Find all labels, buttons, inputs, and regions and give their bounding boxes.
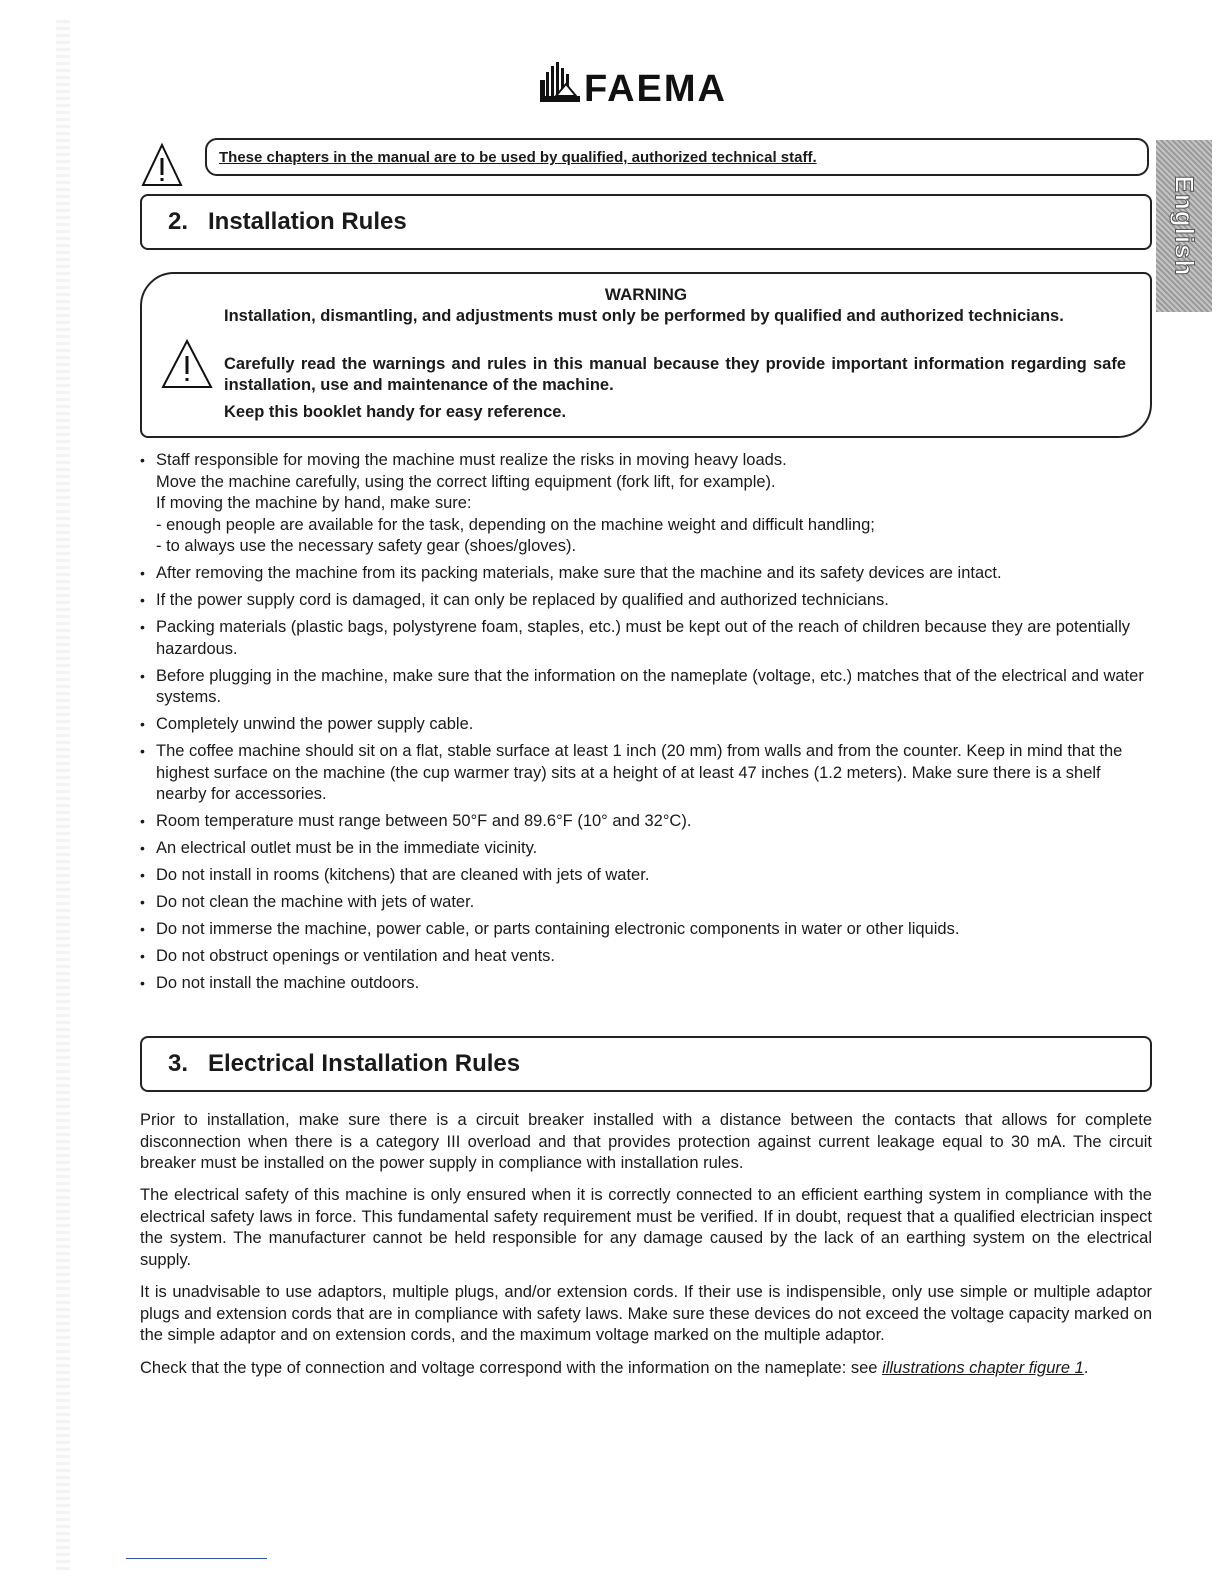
list-item: • Packing materials (plastic bags, polystyrene foam, staples, etc.) must be kept out of the reach of children because they are potentially hazardous. (140, 617, 1152, 660)
electrical-paragraph-3: It is unadvisable to use adaptors, multiple plugs, and/or extension cords. If their use is indispensible, only use simple or multiple adaptor plugs and extension cords that are in compliance with safety laws. Make sure these devices do not exceed the voltage capacity marked on the simple adaptor and on extension cords, and the maximum voltage marked on the multiple adaptor. (140, 1283, 1152, 1344)
list-item: • Before plugging in the machine, make sure that the information on the nameplate (voltage, etc.) matches that of the electrical and water systems. (140, 666, 1152, 709)
footnote-rule (126, 1558, 267, 1559)
nameplate-check-paragraph: Check that the type of connection and voltage correspond with the information on the nameplate: see illustrations chapter figure 1. (140, 1359, 1089, 1377)
section-installation-rules (140, 194, 1152, 250)
warning-title: WARNING (604, 285, 688, 304)
faema-logo (536, 58, 768, 114)
warning-line-3: Keep this booklet handy for easy reference. (224, 403, 567, 421)
cathedral-logo-icon (536, 58, 584, 108)
section-title: 3. Electrical Installation Rules (168, 1050, 521, 1077)
electrical-paragraph-2: The electrical safety of this machine is only ensured when it is correctly connected to an efficient earthing system in compliance with the electrical safety laws in force. This fundamental safety requirement must be verified. If in doubt, request that a qualified electrician inspect the system. The manufacturer cannot be held responsible for any damage caused by the lack of an earthing system on the electrical supply. (140, 1186, 1152, 1269)
scan-edge (56, 20, 70, 1570)
list-item: • Do not install in rooms (kitchens) that are cleaned with jets of water. (140, 865, 1152, 887)
brand-name: FAEMA (584, 68, 727, 110)
list-item: • The coffee machine should sit on a flat, stable surface at least 1 inch (20 mm) from walls and from the counter. Keep in mind that the highest surface on the machine (the cup warmer tray) sits at a height of at least 47 inches (1.2 meters). Make sure there is a shelf nearby for accessories. (140, 741, 1152, 806)
warning-triangle-icon (160, 338, 214, 390)
illustrations-link[interactable]: illustrations chapter figure 1 (882, 1359, 1084, 1377)
list-item: • If the power supply cord is damaged, it can only be replaced by qualified and authorized technicians. (140, 590, 1152, 612)
section-electrical-installation-rules (140, 1036, 1152, 1092)
language-tab-label: English (1169, 175, 1200, 277)
list-item: • Do not install the machine outdoors. (140, 973, 1152, 995)
staff-notice-box (205, 138, 1149, 176)
list-item: • Completely unwind the power supply cable. (140, 714, 1152, 736)
list-item: • Staff responsible for moving the machine must realize the risks in moving heavy loads. Move the machine carefully, using the correct lifting equipment (fork lift, for example). If moving the machine by hand, make sure: - enough people are available for the task, depending on the machine weight and difficult handling; - to always use the necessary safety gear (shoes/gloves). (140, 450, 1152, 558)
installation-rules-list (140, 450, 1152, 1000)
electrical-paragraph-1: Prior to installation, make sure there is a circuit breaker installed with a distance between the contacts that allows for complete disconnection when there is a category III overload and that provides protection against current leakage equal to 30 mA. The circuit breaker must be installed on the power supply in compliance with installation rules. (140, 1111, 1152, 1172)
list-item: • An electrical outlet must be in the immediate vicinity. (140, 838, 1152, 860)
list-item: • Do not clean the machine with jets of water. (140, 892, 1152, 914)
section-title: 2. Installation Rules (168, 208, 407, 235)
warning-line-1: Installation, dismantling, and adjustments must only be performed by qualified and authorized technicians. (224, 307, 1064, 325)
warning-box (140, 272, 1152, 438)
list-item: • Do not obstruct openings or ventilation and heat vents. (140, 946, 1152, 968)
staff-notice-text: These chapters in the manual are to be used by qualified, authorized technical staff. (219, 149, 817, 166)
warning-line-2: Carefully read the warnings and rules in this manual because they provide important information regarding safe installation, use and maintenance of the machine. (224, 355, 1126, 394)
list-item: • After removing the machine from its packing materials, make sure that the machine and its safety devices are intact. (140, 563, 1152, 585)
list-item: • Room temperature must range between 50°F and 89.6°F (10° and 32°C). (140, 811, 1152, 833)
list-item: • Do not immerse the machine, power cable, or parts containing electronic components in water or other liquids. (140, 919, 1152, 941)
warning-triangle-icon (140, 142, 184, 188)
language-tab (1156, 140, 1212, 312)
